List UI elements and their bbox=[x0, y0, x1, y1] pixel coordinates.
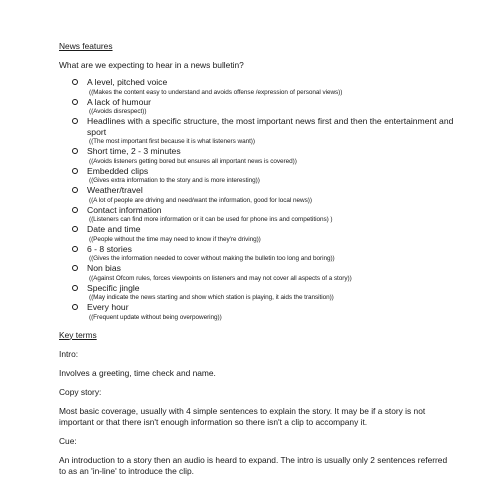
news-features-list bbox=[59, 77, 455, 322]
feature-title: Non bias bbox=[87, 263, 121, 273]
feature-note: ((Gives extra information to the story and is more interesting)) bbox=[89, 177, 260, 184]
feature-note: ((Frequent update without being overpowering)) bbox=[89, 313, 222, 321]
news-features-heading: News features bbox=[59, 41, 113, 51]
feature-title: A level, pitched voice bbox=[87, 77, 168, 87]
feature-title: Embedded clips bbox=[87, 165, 149, 176]
list-item bbox=[87, 283, 455, 303]
feature-note: ((Gives the information needed to cover without making the bulletin too long and boring)) bbox=[89, 255, 335, 262]
list-item bbox=[87, 116, 455, 146]
feature-title: Every hour bbox=[87, 302, 129, 312]
feature-note: ((Avoids listeners getting bored but ensures all important news is covered)) bbox=[89, 157, 297, 165]
circle-bullet-icon bbox=[72, 148, 78, 154]
bulletin-question: What are we expecting to hear in a news bulletin? bbox=[59, 60, 244, 70]
list-item bbox=[87, 77, 455, 97]
feature-title: 6 - 8 stories bbox=[87, 243, 132, 254]
circle-bullet-icon bbox=[72, 285, 78, 291]
feature-note: ((May indicate the news starting and show which station is playing, it aids the transition)) bbox=[89, 294, 334, 301]
list-item bbox=[87, 185, 455, 205]
feature-title: Contact information bbox=[87, 204, 162, 215]
feature-title: A lack of humour bbox=[87, 96, 152, 107]
copy-story-text: Most basic coverage, usually with 4 simple sentences to explain the story. It may be if a story is not important or that there isn't enough information so there isn't a clip to accompany it. bbox=[59, 405, 426, 427]
feature-note: ((A lot of people are driving and need/want the information, good for local news)) bbox=[89, 196, 312, 204]
list-item bbox=[87, 205, 455, 225]
circle-bullet-icon bbox=[72, 99, 78, 105]
feature-title: Specific jingle bbox=[87, 282, 140, 293]
list-item bbox=[87, 97, 455, 117]
feature-title: Weather/travel bbox=[87, 185, 143, 195]
intro-label: Intro: bbox=[59, 348, 79, 359]
feature-note: ((The most important first because it is what listeners want)) bbox=[89, 138, 255, 145]
circle-bullet-icon bbox=[72, 265, 78, 271]
list-item bbox=[87, 302, 455, 322]
circle-bullet-icon bbox=[72, 226, 78, 232]
feature-title: Date and time bbox=[87, 224, 141, 234]
list-item bbox=[87, 166, 455, 186]
list-item bbox=[87, 146, 455, 166]
circle-bullet-icon bbox=[72, 207, 78, 213]
list-item bbox=[87, 244, 455, 264]
copy-story-label: Copy story: bbox=[59, 386, 102, 397]
cue-label: Cue: bbox=[59, 435, 77, 446]
circle-bullet-icon bbox=[72, 118, 78, 124]
feature-title: Short time, 2 - 3 minutes bbox=[87, 146, 181, 156]
feature-title: Headlines with a specific structure, the most important news first and then the entertainment and sport bbox=[87, 116, 454, 137]
feature-note: ((Makes the content easy to understand and avoids offense /expression of personal views)) bbox=[89, 88, 343, 96]
circle-bullet-icon bbox=[72, 187, 78, 193]
key-terms-heading: Key terms bbox=[59, 329, 97, 340]
list-item bbox=[87, 263, 455, 283]
feature-note: ((Against Ofcom rules, forces viewpoints on listeners and may not cover all aspects of a story)) bbox=[89, 274, 352, 282]
intro-text: Involves a greeting, time check and name. bbox=[59, 367, 216, 378]
circle-bullet-icon bbox=[72, 304, 78, 310]
circle-bullet-icon bbox=[72, 79, 78, 85]
feature-note: ((Listeners can find more information or it can be used for phone ins and competitions) ) bbox=[89, 216, 333, 223]
circle-bullet-icon bbox=[72, 246, 78, 252]
feature-note: ((Avoids disrespect)) bbox=[89, 108, 147, 115]
list-item bbox=[87, 224, 455, 244]
circle-bullet-icon bbox=[72, 168, 78, 174]
cue-text: An introduction to a story then an audio is heard to expand. The intro is usually only 2 sentences referred to as an 'in-line' to introduce the clip. bbox=[59, 454, 448, 476]
feature-note: ((People without the time may need to know if they're driving)) bbox=[89, 235, 261, 243]
